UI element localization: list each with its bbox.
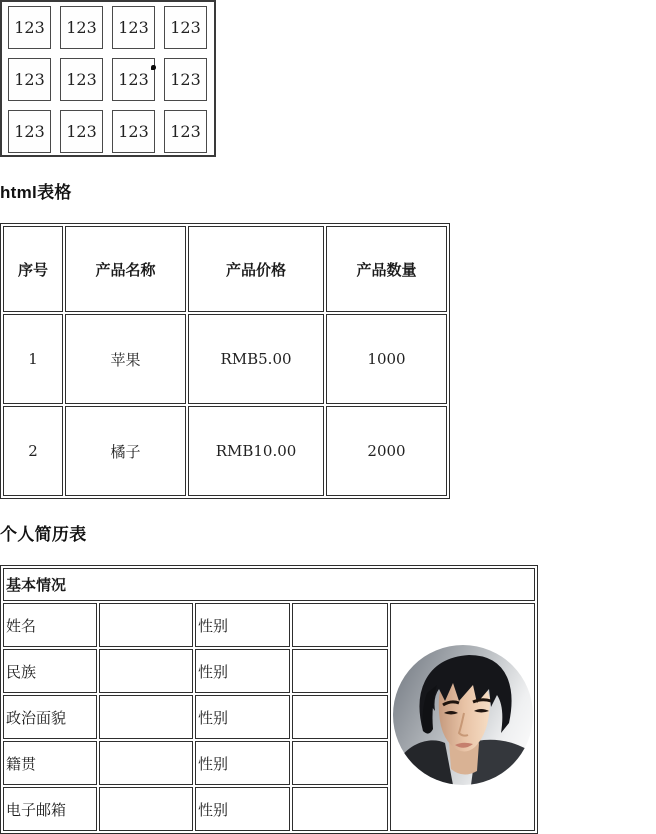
grid-cell: 123 (8, 58, 51, 101)
cell-product-price: RMB5.00 (188, 314, 324, 404)
cell-mid-label: 性别 (195, 649, 290, 693)
empty-cell (292, 603, 388, 647)
table-row (3, 406, 447, 496)
column-header: 产品价格 (188, 226, 324, 312)
cell-label: 民族 (3, 649, 97, 693)
grid-cell: 123 (112, 58, 155, 101)
empty-cell (99, 603, 193, 647)
product-table-header-row (3, 226, 447, 312)
empty-cell (99, 695, 193, 739)
table-row (3, 314, 447, 404)
section-heading-resume: 个人简历表 (0, 525, 87, 544)
cell-product-quantity: 2000 (326, 406, 447, 496)
grid-cell: 123 (8, 110, 51, 153)
cell-label: 籍贯 (3, 741, 97, 785)
cell-mid-label: 性别 (195, 787, 290, 831)
cell-product-price: RMB10.00 (188, 406, 324, 496)
cell-label: 电子邮箱 (3, 787, 97, 831)
empty-cell (99, 787, 193, 831)
cell-label: 政治面貌 (3, 695, 97, 739)
column-header: 序号 (3, 226, 63, 312)
cell-product-quantity: 1000 (326, 314, 447, 404)
grid-cell: 123 (112, 6, 155, 49)
empty-cell (292, 695, 388, 739)
empty-cell (292, 787, 388, 831)
empty-cell (99, 649, 193, 693)
mouse-cursor-dot (151, 65, 156, 70)
grid-cell: 123 (164, 110, 207, 153)
cell-label: 姓名 (3, 603, 97, 647)
cell-index: 1 (3, 314, 63, 404)
empty-cell (292, 741, 388, 785)
product-table (0, 223, 450, 499)
cell-product-name: 橘子 (65, 406, 186, 496)
column-header: 产品数量 (326, 226, 447, 312)
profile-photo (393, 645, 533, 785)
cell-mid-label: 性别 (195, 741, 290, 785)
cell-mid-label: 性别 (195, 603, 290, 647)
empty-cell (292, 649, 388, 693)
cell-mid-label: 性别 (195, 695, 290, 739)
grid-cell: 123 (60, 58, 103, 101)
grid-cell: 123 (60, 110, 103, 153)
column-header: 产品名称 (65, 226, 186, 312)
section-heading-html-table: html表格 (0, 183, 72, 202)
grid-cell: 123 (164, 6, 207, 49)
cell-index: 2 (3, 406, 63, 496)
table-row (3, 603, 535, 647)
demo-cell-grid (0, 0, 216, 157)
grid-cell: 123 (164, 58, 207, 101)
photo-cell (390, 603, 535, 831)
resume-title-row (3, 568, 535, 601)
resume-table (0, 565, 538, 834)
cell-product-name: 苹果 (65, 314, 186, 404)
empty-cell (99, 741, 193, 785)
grid-cell: 123 (112, 110, 155, 153)
grid-cell: 123 (8, 6, 51, 49)
grid-cell: 123 (60, 6, 103, 49)
resume-section-title: 基本情况 (3, 568, 535, 601)
